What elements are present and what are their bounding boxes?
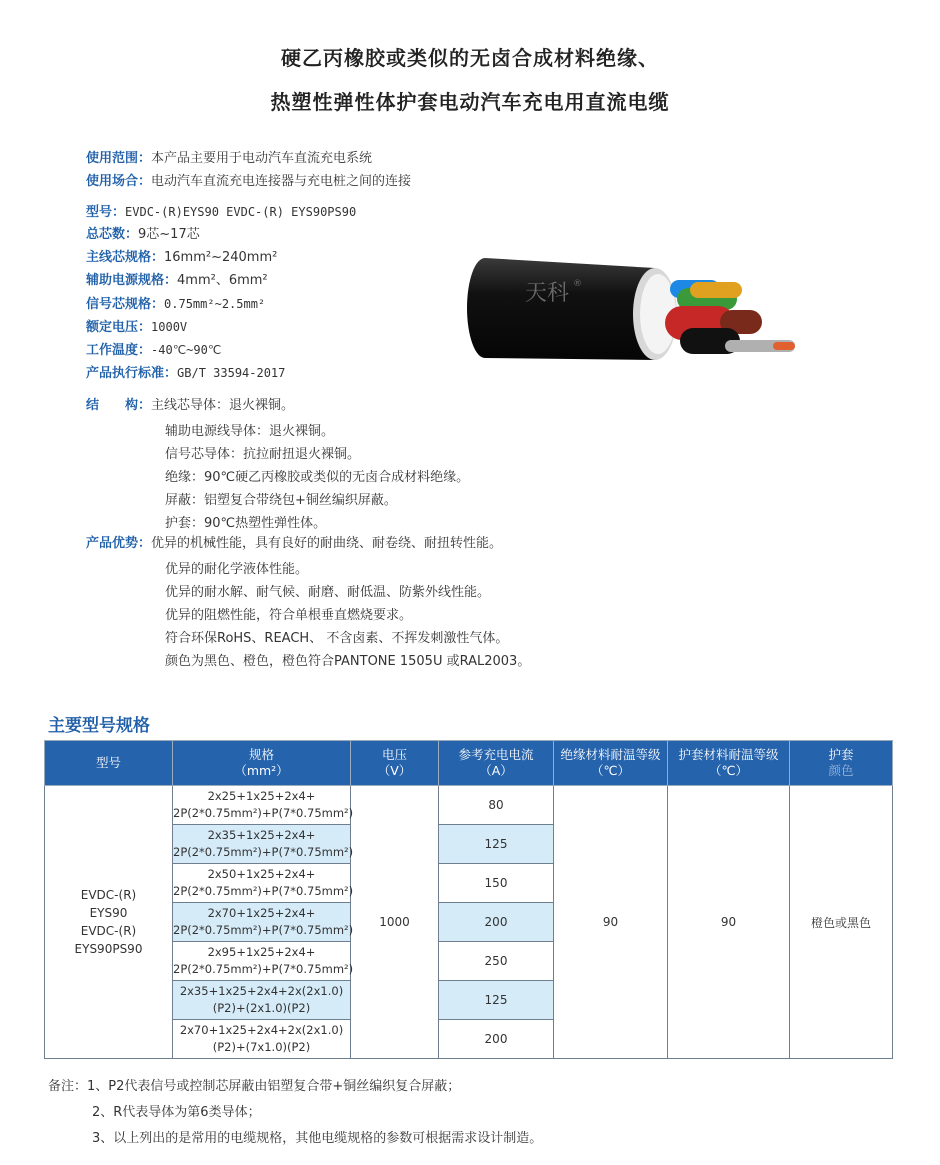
th-voltage-label: 电压 [381, 747, 407, 762]
advantage-item-5: 符合环保RoHS、REACH、 不含卤素、不挥发刺激性气体。 [165, 631, 509, 646]
table-header-row [45, 741, 893, 786]
info-main-label: 主线芯规格： [86, 250, 165, 265]
th-spec-label: 规格 [248, 747, 274, 762]
spec-line: 2x70+1x25+2x4+2x(2x1.0) [179, 1023, 344, 1037]
cell-spec [173, 981, 351, 1020]
brand-mark: 天科 [525, 281, 570, 306]
info-standard-value: GB/T 33594-2017 [177, 366, 286, 380]
structure-item-3: 信号芯导体：抗拉耐扭退火裸铜。 [165, 447, 361, 462]
spec-line: (P2)+(2x1.0)(P2) [212, 1001, 311, 1015]
info-signal [86, 295, 265, 314]
advantage-item-2: 优异的耐化学液体性能。 [165, 562, 309, 577]
structure-row-1 [86, 397, 294, 415]
note-3: 3、以上列出的是常用的电缆规格，其他电缆规格的参数可根据需求设计制造。 [92, 1131, 543, 1146]
spec-line: 2P(2*0.75mm²)+P(7*0.75mm²) [173, 884, 354, 898]
cell-model [45, 786, 173, 1059]
th-sheath-temp-label: 护套材料耐温等级 [678, 747, 779, 762]
th-spec-unit: （mm²） [234, 763, 289, 778]
th-current-label: 参考充电电流 [458, 747, 534, 762]
note-2: 2、R代表导体为第6类导体； [92, 1105, 261, 1120]
spec-line: 2P(2*0.75mm²)+P(7*0.75mm²) [173, 962, 354, 976]
info-main-value: 16mm²~240mm² [164, 250, 278, 265]
note-1: 备注：1、P2代表信号或控制芯屏蔽由铝塑复合带+铜丝编织复合屏蔽； [48, 1079, 461, 1094]
info-scope [86, 150, 372, 168]
th-ins-temp-unit: （℃） [590, 763, 631, 778]
structure-item-6: 护套：90℃热塑性弹性体。 [165, 516, 327, 531]
info-signal-value: 0.75mm²~2.5mm² [164, 297, 266, 311]
th-current [439, 741, 554, 786]
th-current-unit: （A） [479, 763, 513, 778]
info-scope-label: 使用范围： [86, 151, 152, 166]
spec-line: 2P(2*0.75mm²)+P(7*0.75mm²) [173, 845, 354, 859]
info-scope-value: 本产品主要用于电动汽车直流充电系统 [151, 151, 373, 166]
spec-line: 2P(2*0.75mm²)+P(7*0.75mm²) [173, 806, 354, 820]
structure-item-1: 主线芯导体：退火裸铜。 [151, 398, 295, 413]
advantage-item-1: 优异的机械性能，具有良好的耐曲绕、耐卷绕、耐扭转性能。 [151, 536, 503, 551]
info-occasion-value: 电动汽车直流充电连接器与充电桩之间的连接 [151, 174, 412, 189]
cell-spec [173, 1020, 351, 1059]
spec-line: 2x50+1x25+2x4+ [207, 867, 316, 881]
spec-line: 2x35+1x25+2x4+ [207, 828, 316, 842]
structure-label: 结 构： [86, 398, 152, 413]
th-color-label-2: 颜色 [828, 763, 854, 778]
spec-line: 2x95+1x25+2x4+ [207, 945, 316, 959]
structure-item-4: 绝缘：90℃硬乙丙橡胶或类似的无卤合成材料绝缘。 [165, 470, 470, 485]
model-line: EVDC-(R) [80, 888, 137, 902]
th-voltage-unit: （V） [377, 763, 412, 778]
info-standard [86, 364, 285, 383]
th-color-label: 护套 [828, 747, 854, 762]
cell-spec [173, 942, 354, 981]
spec-table [44, 740, 893, 1059]
th-sheath-temp [668, 741, 790, 786]
info-occasion-label: 使用场合： [86, 174, 152, 189]
cell-spec [173, 786, 354, 825]
model-line: EYS90 [89, 906, 128, 920]
table-row [45, 786, 893, 825]
cell-spec [173, 825, 354, 864]
info-model-value: EVDC-(R)EYS90 EVDC-(R) EYS90PS90 [125, 205, 357, 219]
cell-voltage: 1000 [351, 786, 439, 1059]
structure-item-2: 辅助电源线导体：退火裸铜。 [165, 424, 335, 439]
th-voltage [351, 741, 439, 786]
cell-current: 125 [439, 825, 554, 864]
info-aux-label: 辅助电源规格： [86, 273, 178, 288]
cell-current: 80 [439, 786, 554, 825]
info-temp-value: -40℃~90℃ [151, 343, 222, 357]
info-standard-label: 产品执行标准： [86, 366, 178, 381]
cell-current: 250 [439, 942, 554, 981]
page-title-line1: 硬乙丙橡胶或类似的无卤合成材料绝缘、 [281, 46, 659, 70]
structure-item-5: 屏蔽：铝塑复合带绕包+铜丝编织屏蔽。 [165, 493, 397, 508]
info-cores-value: 9芯~17芯 [138, 227, 200, 242]
info-temp [86, 341, 221, 360]
page-title-line2: 热塑性弹性体护套电动汽车充电用直流电缆 [270, 90, 670, 114]
th-color [790, 741, 893, 786]
cell-current: 200 [439, 1020, 554, 1059]
spec-line: 2P(2*0.75mm²)+P(7*0.75mm²) [173, 923, 354, 937]
cell-sheath-temp: 90 [668, 786, 790, 1059]
info-voltage [86, 318, 187, 337]
info-cores-label: 总芯数： [86, 227, 139, 242]
cell-spec [173, 903, 354, 942]
info-aux-value: 4mm²、6mm² [177, 273, 268, 288]
th-model-label: 型号 [95, 755, 121, 770]
advantages-label: 产品优势： [86, 536, 152, 551]
cell-current: 200 [439, 903, 554, 942]
th-model [45, 741, 173, 786]
advantage-item-3: 优异的耐水解、耐气候、耐磨、耐低温、防紫外线性能。 [165, 585, 491, 600]
cell-color: 橙色或黑色 [790, 786, 893, 1059]
core-signal-copper [773, 342, 795, 350]
cable-illustration [455, 248, 805, 378]
brand-registered: ® [573, 279, 582, 289]
info-model-label: 型号： [86, 205, 126, 220]
info-occasion [86, 173, 411, 191]
th-ins-temp-label: 绝缘材料耐温等级 [560, 747, 661, 762]
info-model [86, 203, 356, 222]
core-yellow [690, 282, 742, 298]
advantage-item-4: 优异的阻燃性能，符合单根垂直燃烧要求。 [165, 608, 413, 623]
cell-current: 125 [439, 981, 554, 1020]
info-voltage-value: 1000V [151, 320, 188, 334]
spec-line: 2x70+1x25+2x4+ [207, 906, 316, 920]
cell-current: 150 [439, 864, 554, 903]
cell-spec [173, 864, 354, 903]
model-line: EYS90PS90 [74, 942, 143, 956]
th-ins-temp [554, 741, 668, 786]
advantage-item-6: 颜色为黑色、橙色，橙色符合PANTONE 1505U 或RAL2003。 [165, 654, 531, 669]
info-cores [86, 226, 200, 244]
info-aux [86, 272, 268, 290]
cable-jacket [467, 258, 655, 360]
model-line: EVDC-(R) [80, 924, 137, 938]
spec-line: 2x25+1x25+2x4+ [207, 789, 316, 803]
spec-line: 2x35+1x25+2x4+2x(2x1.0) [179, 984, 344, 998]
advantages-row-1 [86, 535, 502, 553]
cell-ins-temp: 90 [554, 786, 668, 1059]
th-spec [173, 741, 351, 786]
spec-line: (P2)+(7x1.0)(P2) [212, 1040, 311, 1054]
info-temp-label: 工作温度： [86, 343, 152, 358]
info-signal-label: 信号芯规格： [86, 297, 165, 312]
section-title: 主要型号规格 [48, 716, 150, 736]
info-main-core [86, 249, 277, 267]
th-sheath-temp-unit: （℃） [708, 763, 749, 778]
info-voltage-label: 额定电压： [86, 320, 152, 335]
